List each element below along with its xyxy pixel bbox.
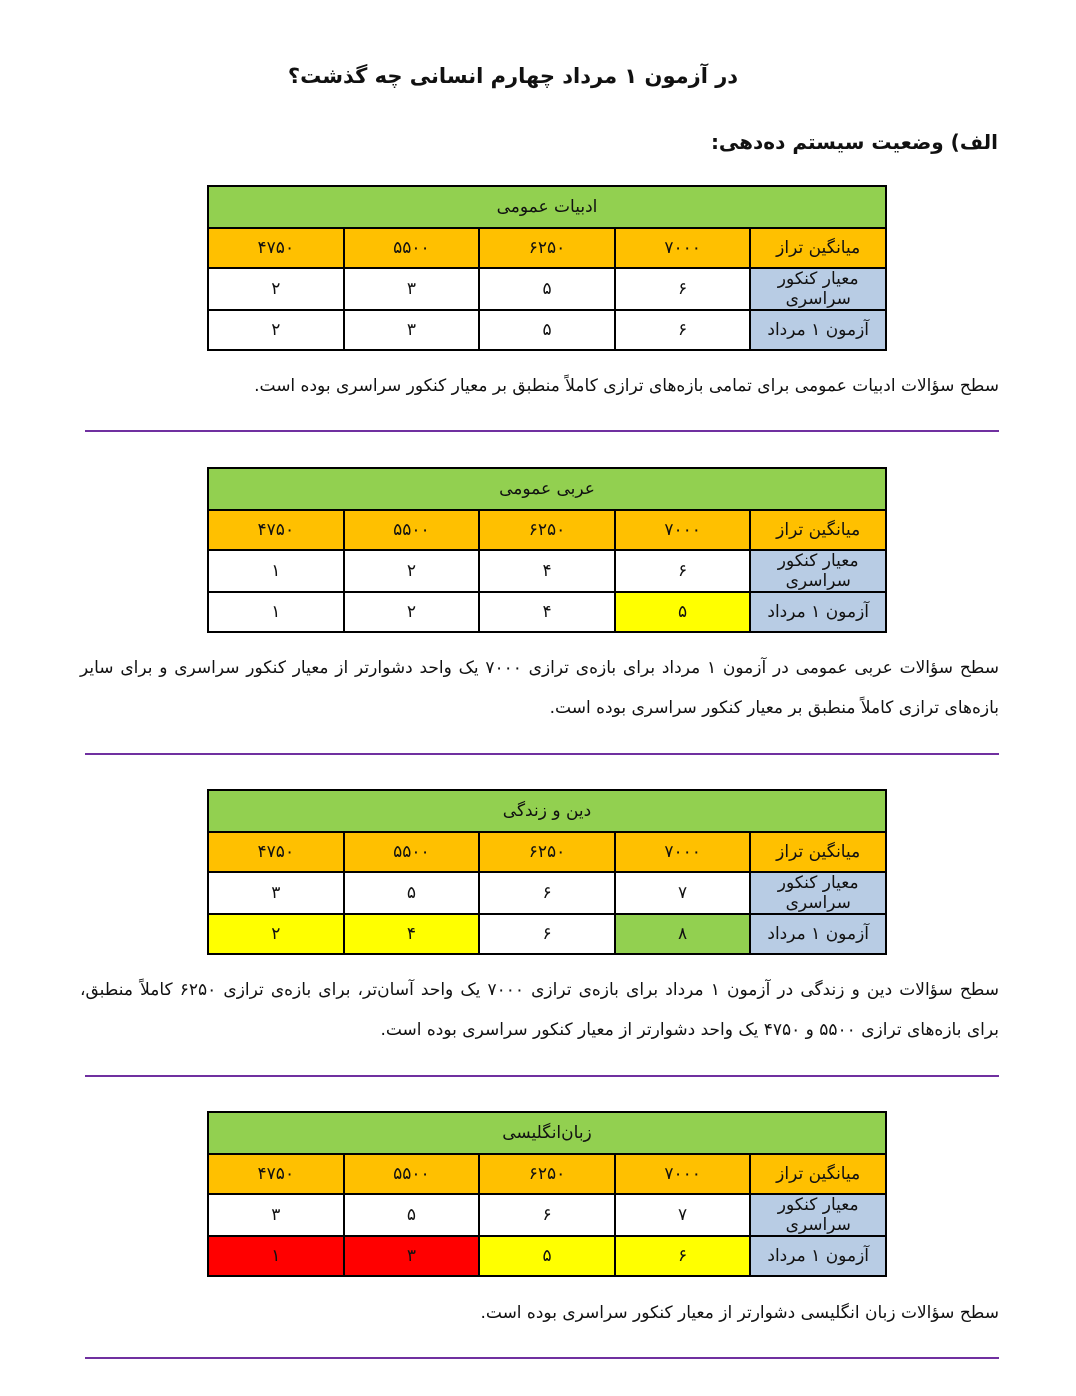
standard-row — [208, 268, 886, 310]
analysis-note: سطح سؤالات زبان انگلیسی دشوارتر از معیار کنکور سراسری بوده است. — [480, 1303, 999, 1323]
row-label: میانگین تراز — [750, 832, 886, 872]
row-label: معیار کنکور سراسری — [750, 268, 886, 310]
analysis-note: سطح سؤالات عربی عمومی در آزمون ۱ مرداد برای بازه‌ی ترازی ۷۰۰۰ یک واحد دشوارتر از معیار کنکور سراسری و برای سایر بازه‌های ترازی کاملاً منطبق بر معیار کنکور سراسری بوده است. — [80, 658, 999, 718]
page-title: در آزمون ۱ مرداد چهارم انسانی چه گذشت؟ — [287, 64, 739, 88]
divider — [85, 753, 999, 755]
value-cell: ۵ — [479, 1236, 615, 1276]
standard-row — [208, 1194, 886, 1236]
level-cell: ۶۲۵۰ — [479, 228, 615, 268]
analysis-note: سطح سؤالات ادبیات عمومی برای تمامی بازه‌های ترازی کاملاً منطبق بر معیار کنکور سراسری بوده است. — [254, 376, 999, 396]
level-cell: ۷۰۰۰ — [615, 228, 751, 268]
value-cell: ۵ — [479, 310, 615, 350]
value-cell: ۳ — [344, 268, 480, 310]
header-row — [208, 228, 886, 268]
header-row — [208, 1154, 886, 1194]
value-cell: ۵ — [479, 268, 615, 310]
level-cell: ۶۲۵۰ — [479, 1154, 615, 1194]
row-label: میانگین تراز — [750, 228, 886, 268]
row-label: آزمون ۱ مرداد — [750, 1236, 886, 1276]
level-cell: ۷۰۰۰ — [615, 832, 751, 872]
row-label: آزمون ۱ مرداد — [750, 592, 886, 632]
analysis-note: سطح سؤالات دین و زندگی در آزمون ۱ مرداد برای بازه‌ی ترازی ۷۰۰۰ یک واحد آسان‌تر، برای بازه‌ی ترازی ۶۲۵۰ کاملاً منطبق، برای بازه‌های ترازی ۵۵۰۰ و ۴۷۵۰ یک واحد دشوارتر از معیار کنکور سراسری بوده است. — [80, 980, 999, 1040]
table-title: زبان‌انگلیسی — [208, 1112, 886, 1154]
exam-row — [208, 310, 886, 350]
level-cell: ۴۷۵۰ — [208, 1154, 344, 1194]
value-cell: ۶ — [615, 1236, 751, 1276]
value-cell: ۲ — [208, 268, 344, 310]
value-cell: ۷ — [615, 1194, 751, 1236]
value-cell: ۶ — [479, 872, 615, 914]
value-cell: ۲ — [208, 310, 344, 350]
header-row — [208, 510, 886, 550]
value-cell: ۳ — [344, 310, 480, 350]
value-cell: ۶ — [479, 1194, 615, 1236]
level-cell: ۶۲۵۰ — [479, 832, 615, 872]
value-cell: ۱ — [208, 592, 344, 632]
value-cell: ۱ — [208, 550, 344, 592]
value-cell: ۴ — [479, 592, 615, 632]
row-label: معیار کنکور سراسری — [750, 872, 886, 914]
value-cell: ۴ — [479, 550, 615, 592]
exam-row — [208, 592, 886, 632]
value-cell: ۵ — [615, 592, 751, 632]
row-label: آزمون ۱ مرداد — [750, 310, 886, 350]
value-cell: ۶ — [479, 914, 615, 954]
grade-table-literature — [207, 185, 887, 351]
value-cell: ۶ — [615, 268, 751, 310]
grade-table-religion — [207, 789, 887, 955]
level-cell: ۴۷۵۰ — [208, 510, 344, 550]
value-cell: ۷ — [615, 872, 751, 914]
value-cell: ۲ — [344, 550, 480, 592]
grade-table-arabic — [207, 467, 887, 633]
exam-row — [208, 914, 886, 954]
value-cell: ۲ — [344, 592, 480, 632]
header-row — [208, 832, 886, 872]
row-label: آزمون ۱ مرداد — [750, 914, 886, 954]
table-title: عربی عمومی — [208, 468, 886, 510]
table-title: ادبیات عمومی — [208, 186, 886, 228]
standard-row — [208, 550, 886, 592]
row-label: میانگین تراز — [750, 1154, 886, 1194]
standard-row — [208, 872, 886, 914]
table-title: دین و زندگی — [208, 790, 886, 832]
row-label: معیار کنکور سراسری — [750, 1194, 886, 1236]
level-cell: ۵۵۰۰ — [344, 1154, 480, 1194]
value-cell: ۳ — [208, 872, 344, 914]
level-cell: ۷۰۰۰ — [615, 510, 751, 550]
row-label: میانگین تراز — [750, 510, 886, 550]
level-cell: ۷۰۰۰ — [615, 1154, 751, 1194]
value-cell: ۲ — [208, 914, 344, 954]
value-cell: ۸ — [615, 914, 751, 954]
level-cell: ۵۵۰۰ — [344, 510, 480, 550]
grade-table-english — [207, 1111, 887, 1277]
value-cell: ۳ — [344, 1236, 480, 1276]
exam-row — [208, 1236, 886, 1276]
divider — [85, 1357, 999, 1359]
section-heading: الف) وضعیت سیستم ده‌دهی: — [710, 130, 998, 154]
value-cell: ۱ — [208, 1236, 344, 1276]
level-cell: ۵۵۰۰ — [344, 228, 480, 268]
level-cell: ۴۷۵۰ — [208, 228, 344, 268]
value-cell: ۵ — [344, 872, 480, 914]
level-cell: ۵۵۰۰ — [344, 832, 480, 872]
level-cell: ۶۲۵۰ — [479, 510, 615, 550]
divider — [85, 430, 999, 432]
value-cell: ۶ — [615, 550, 751, 592]
row-label: معیار کنکور سراسری — [750, 550, 886, 592]
divider — [85, 1075, 999, 1077]
level-cell: ۴۷۵۰ — [208, 832, 344, 872]
value-cell: ۴ — [344, 914, 480, 954]
value-cell: ۶ — [615, 310, 751, 350]
value-cell: ۳ — [208, 1194, 344, 1236]
value-cell: ۵ — [344, 1194, 480, 1236]
